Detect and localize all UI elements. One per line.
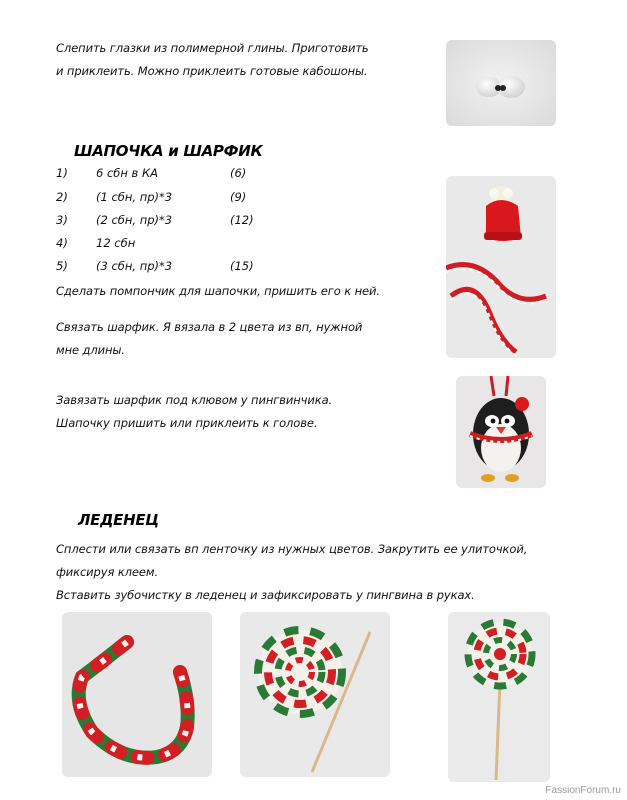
row-number: 2): [56, 190, 68, 204]
row-count: (12): [230, 213, 254, 227]
lollipop-photo: [448, 612, 550, 782]
scarf-text-2: мне длины.: [56, 343, 125, 357]
hat-scarf-photo: [446, 176, 556, 358]
row-instruction: (1 сбн, пр)*3: [96, 190, 173, 204]
tie-text-1: Завязать шарфик под клювом у пингвинчика.: [56, 393, 333, 407]
lollipop-text-2: фиксируя клеем.: [56, 565, 159, 579]
watermark: FassionForum.ru: [545, 785, 621, 796]
hat-scarf-heading: ШАПОЧКА и ШАРФИК: [74, 142, 263, 160]
intro-line-2: и приклеить. Можно приклеить готовые кабошоны.: [56, 64, 368, 78]
row-instruction: 6 сбн в КА: [96, 166, 159, 180]
scarf-text-1: Связать шарфик. Я вязала в 2 цвета из вп, нужной: [56, 320, 363, 334]
row-number: 4): [56, 236, 68, 250]
intro-line-1: Слепить глазки из полимерной глины. Приготовить: [56, 41, 369, 55]
row-count: (15): [230, 259, 254, 273]
lollipop-heading: ЛЕДЕНЕЦ: [78, 511, 159, 529]
row-instruction: 12 сбн: [96, 236, 136, 250]
lollipop-text-1: Сплести или связать вп ленточку из нужных цветов. Закрутить ее улиточкой,: [56, 542, 528, 556]
row-count: (9): [230, 190, 247, 204]
pompom-text: Сделать помпончик для шапочки, пришить его к ней.: [56, 284, 380, 298]
penguin-photo: [456, 376, 546, 488]
row-instruction: (2 сбн, пр)*3: [96, 213, 173, 227]
eyes-photo: [446, 40, 556, 126]
row-number: 3): [56, 213, 68, 227]
braid-photo: [62, 612, 212, 777]
row-count: (6): [230, 166, 247, 180]
lollipop-text-3: Вставить зубочистку в леденец и зафиксировать у пингвина в руках.: [56, 588, 475, 602]
row-instruction: (3 сбн, пр)*3: [96, 259, 173, 273]
row-number: 5): [56, 259, 68, 273]
swirl-photo: [240, 612, 390, 777]
row-number: 1): [56, 166, 68, 180]
tie-text-2: Шапочку пришить или приклеить к голове.: [56, 416, 318, 430]
